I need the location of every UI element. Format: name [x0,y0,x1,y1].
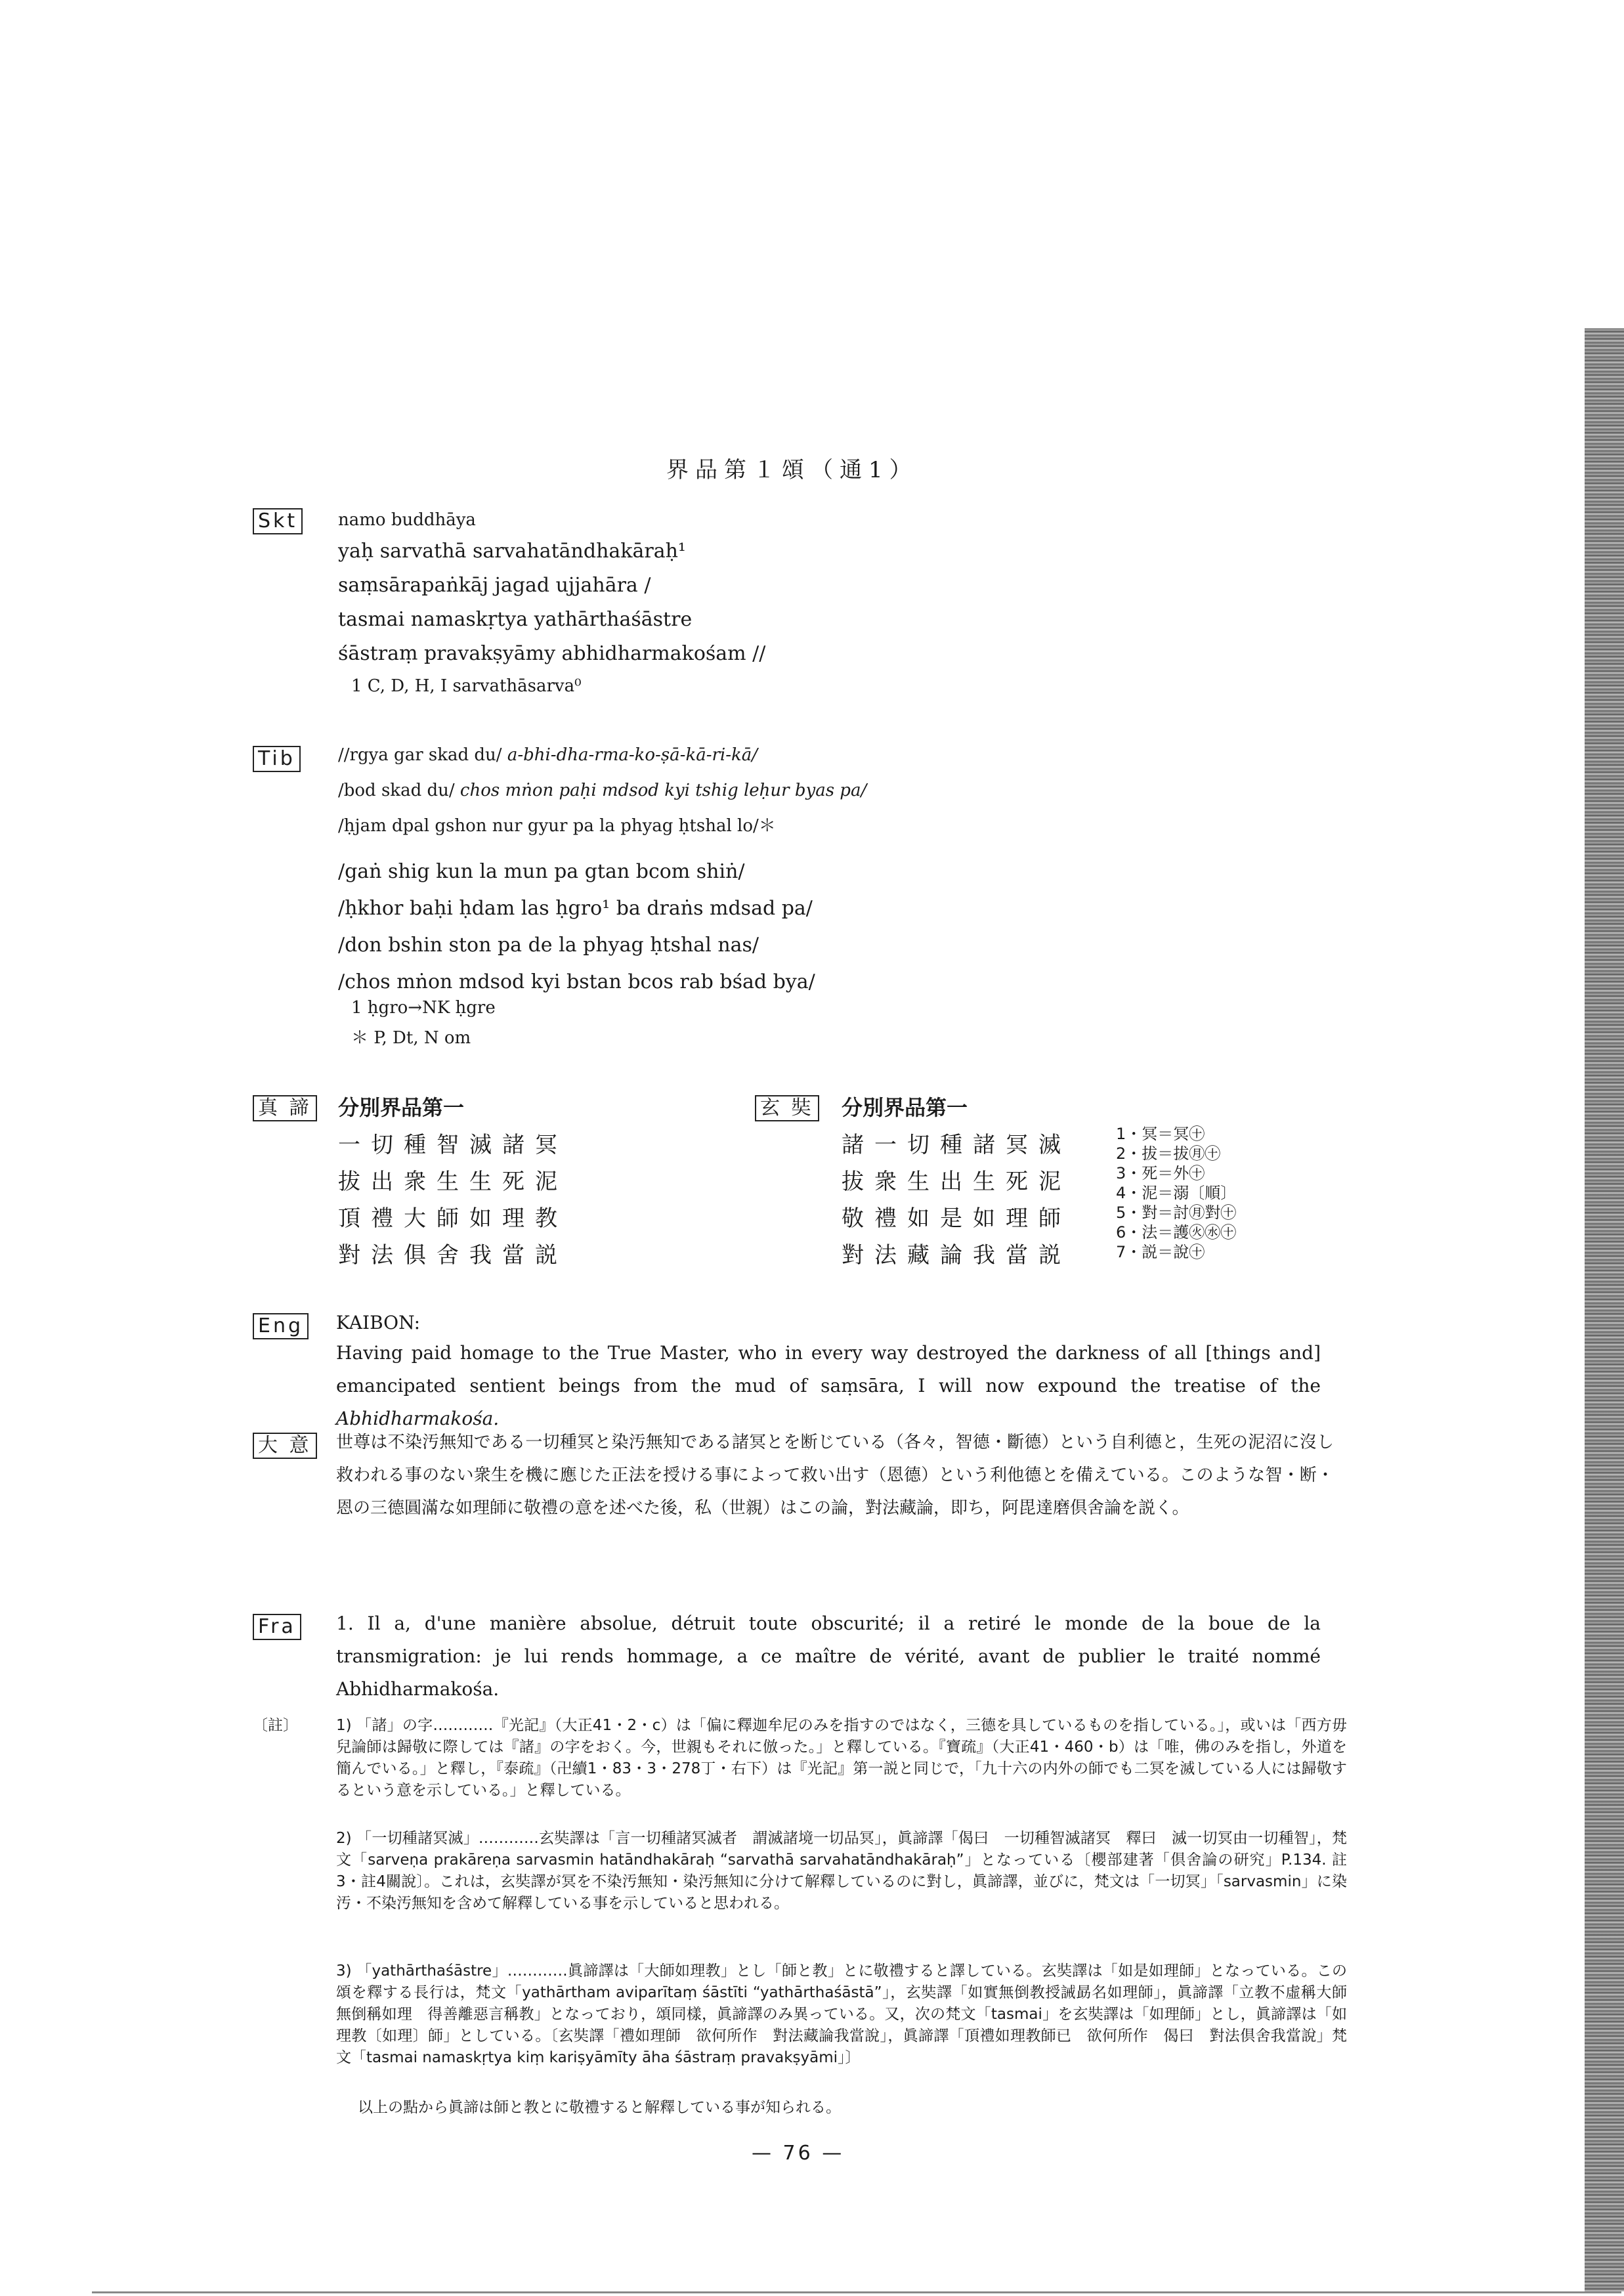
xuanzang-line-3: 敬禮如是如理師 [842,1205,1071,1232]
paramartha-line-3: 頂禮大師如理教 [338,1205,568,1232]
paramartha-line-4: 對法俱舍我當説 [338,1242,568,1268]
page-number: — 76 — [752,2142,845,2165]
variant-2: 2・拔＝拔㊊㊉ [1116,1144,1221,1163]
tib-verse-2: /ḥkhor baḥi ḥdam las ḥgro¹ ba draṅs mdsad pa/ [338,897,813,920]
tag-tib: Tib [253,746,301,772]
eng-label: KAIBON: [336,1312,421,1333]
tib-note-1: 1 ḥgro→NK ḥgre [351,998,496,1018]
tag-paramartha: 真 諦 [253,1095,317,1121]
skt-line-4: tasmai namaskṛtya yathārthaśāstre [338,608,693,631]
variant-4: 4・泥＝溺〔順〕 [1116,1184,1237,1202]
tag-eng: Eng [253,1313,309,1339]
paramartha-heading: 分別界品第一 [338,1095,465,1120]
tib-note-2: ＊ P, Dt, N om [351,1028,471,1048]
skt-line-5: śāstraṃ pravakṣyāmy abhidharmakośam // [338,642,766,665]
xuanzang-heading: 分別界品第一 [842,1095,968,1120]
tib-line-2: /bod skad du/ chos mṅon paḥi mdsod kyi tshig leḥur byas pa/ [338,781,867,800]
tag-summary: 大 意 [253,1433,317,1459]
summary-text: 世尊は不染汚無知である一切種冥と染汚無知である諸冥とを断じている（各々，智德・斷德）という自利德と，生死の泥沼に沒し救われる事のない衆生を機に應じた正法を授ける事によって救い出す（恩德）という利他德とを備えている。このような智・断・恩の三德圓滿な如理師に敬禮の意を述べた後，私（世親）はこの論，對法藏論，即ち，阿毘達磨倶舍論を説く。 [336,1433,1334,1518]
variant-3: 3・死＝外㊉ [1116,1164,1205,1182]
tag-fra: Fra [253,1614,301,1640]
tib-verse-1: /gaṅ shig kun la mun pa gtan bcom shiṅ/ [338,860,745,883]
xuanzang-line-1: 諸一切種諸冥滅 [842,1132,1071,1158]
note-4: 以上の點から眞諦は師と教とに敬禮すると解釋している事が知られる。 [358,2099,841,2116]
tag-xuanzang: 玄 奘 [755,1095,819,1121]
tib-verse-3: /don bshin ston pa de la phyag ḥtshal nas/ [338,934,759,957]
note-3: 3) 「yathārthaśāstre」…………眞諦譯は「大師如理教」とし「師と教」とに敬禮すると譯している。玄奘譯は「如是如理師」となっている。この頌を釋する長行は，梵文「yathārtham aviparītaṃ śāstīti “yathārthaśāstā”」，玄奘譯「如實無倒教授誡勗名如理師」，眞諦譯「立教不虛稱大師 無倒稱如理 得善離惡言稱教」となっており，頌同樣，眞諦譯のみ異っている。又，次の梵文「tasmai」を玄奘譯は「如理師」とし，眞諦譯は「如理教〔如理〕師」としている。〔玄奘譯「禮如理師 欲何所作 對法藏論我當說」，眞諦譯「頂禮如理教師已 欲何所作 偈曰 對法倶舍我當說」梵文「tasmai namaskṛtya kiṃ kariṣyāmīty āha śāstraṃ pravakṣyāmi」〕 [336,1962,1362,2066]
skt-line-2: yaḥ sarvathā sarvahatāndhakāraḥ¹ [338,540,686,563]
variant-6: 6・法＝護㊋㊌㊉ [1116,1223,1237,1242]
scan-edge-artifact [1585,328,1624,2291]
xuanzang-line-4: 對法藏論我當説 [842,1242,1071,1268]
variant-7: 7・説＝說㊉ [1116,1243,1205,1261]
skt-note: 1 C, D, H, I sarvathāsarva⁰ [351,676,582,696]
variant-5: 5・對＝討㊊對㊉ [1116,1203,1237,1222]
tib-line-3: /ḥjam dpal gshon nur gyur pa la phyag ḥtshal lo/＊ [338,816,776,836]
tib-verse-4: /chos mṅon mdsod kyi bstan bcos rab bśad bya/ [338,970,815,993]
note-2: 2) 「一切種諸冥滅」…………玄奘譯は「言一切種諸冥滅者 謂滅諸境一切品冥」，眞諦譯「偈曰 一切種智滅諸冥 釋曰 滅一切冥由一切種智」，梵文「sarveṇa prakāreṇa sarvasmin hatāndhakāraḥ “sarvathā sarvahatāndhakāraḥ”」となっている〔櫻部建著「倶舍論の研究」P.134. 註3・註4關說〕。これは，玄奘譯が冥を不染汚無知・染汚無知に分けて解釋しているのに對し，眞諦譯，並びに，梵文は「一切冥」「sarvasmin」に染汚・不染汚無知を含めて解釋している事を示していると思われる。 [336,1830,1347,1912]
eng-text: Having paid homage to the True Master, who in every way destroyed the darkness of all [things and] emancipated sentient beings from the mud of saṃsāra, I will now expound the treatise of the Abhidharmakośa. [336,1342,1321,1429]
scan-bottom-line [92,2291,1621,2293]
paramartha-line-1: 一切種智滅諸冥 [338,1132,568,1158]
fra-text: 1. Il a, d'une manière absolue, détruit toute obscurité; il a retiré le monde de la boue de la transmigration: je lui rends hommage, a ce maître de vérité, avant de publier le traité nommé Abhidharmakośa. [336,1613,1321,1700]
xuanzang-line-2: 拔衆生出生死泥 [842,1169,1071,1195]
tib-line-1: //rgya gar skad du/ a-bhi-dha-rma-ko-ṣā-kā-ri-kā/ [338,745,758,765]
notes-label: 〔註〕 [253,1717,298,1734]
page-title: 界品第１頌（通1） [666,457,918,483]
note-1: 1) 「諸」の字…………『光記』（大正41・2・c）は「偏に釋迦牟尼のみを指すのではなく，三德を具しているものを指している。」，或いは「西方毋兒論師は歸敬に際しては『諸』の字をおく。今，世親もそれに倣った。」と釋している。『寶疏』（大正41・460・b）は「唯，佛のみを指し，外道を簡んでいる。」と釋し，『泰疏』（卍續1・83・3・278丁・右下）は『光記』第一説と同じで，「九十六の内外の師でも二冥を滅している人には歸敬するという意を示している。」と釋している。 [336,1717,1347,1799]
skt-line-3: saṃsārapaṅkāj jagad ujjahāra / [338,574,651,597]
skt-line-1: namo buddhāya [338,510,476,530]
variant-1: 1・冥＝冥㊉ [1116,1125,1205,1143]
paramartha-line-2: 拔出衆生生死泥 [338,1169,568,1195]
tag-skt: Skt [253,508,303,534]
